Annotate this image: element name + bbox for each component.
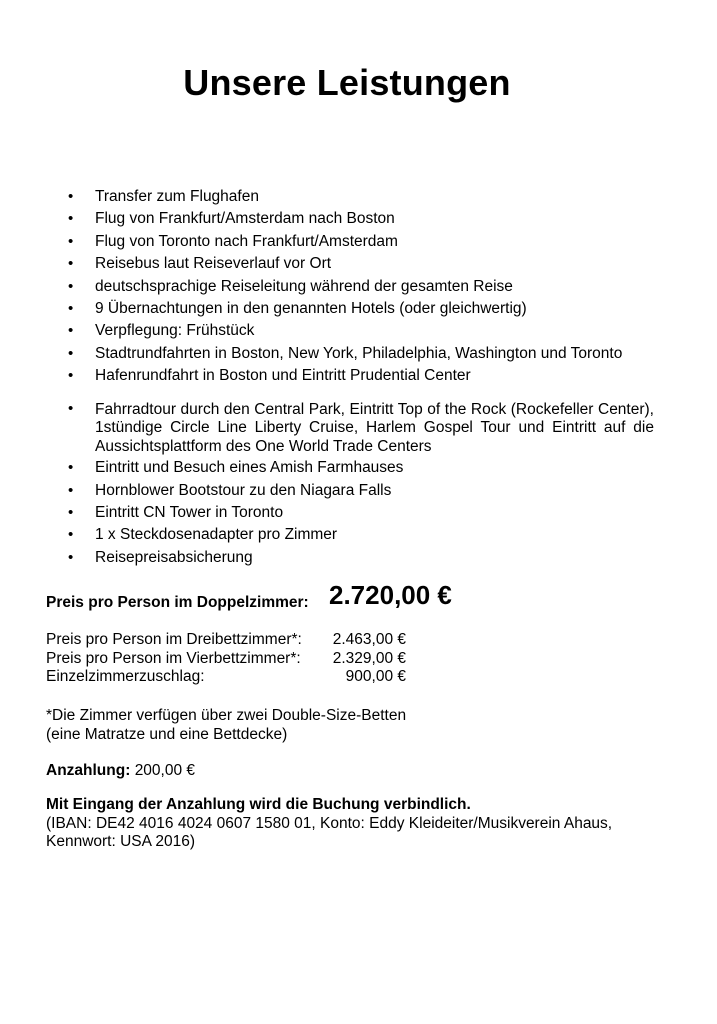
- note-line: *Die Zimmer verfügen über zwei Double-Size-Betten: [46, 707, 407, 724]
- list-item: • Stadtrundfahrten in Boston, New York, Philadelphia, Washington und Toronto: [62, 343, 654, 365]
- list-item: • Hornblower Bootstour zu den Niagara Falls: [62, 480, 654, 502]
- list-item: • Eintritt und Besuch eines Amish Farmhauses: [62, 457, 654, 479]
- rate-value: 900,00 €: [345, 668, 406, 685]
- page-title: Unsere Leistungen: [183, 62, 511, 103]
- main-price-label: Preis pro Person im Doppelzimmer:: [46, 594, 309, 611]
- list-item: • 9 Übernachtungen in den genannten Hotels (oder gleichwertig): [62, 298, 654, 320]
- bank-line: Kennwort: USA 2016): [46, 833, 196, 851]
- list-item: • 1 x Steckdosenadapter pro Zimmer: [62, 524, 654, 546]
- deposit: [46, 762, 195, 780]
- booking-info: [46, 796, 646, 852]
- list-item: • Transfer zum Flughafen: [62, 186, 654, 208]
- rate-row: [46, 631, 406, 650]
- rates-table: [46, 631, 406, 687]
- list-item: • Flug von Frankfurt/Amsterdam nach Boston: [62, 208, 654, 230]
- list-item: • Flug von Toronto nach Frankfurt/Amsterdam: [62, 231, 654, 253]
- bank-line: (IBAN: DE42 4016 4024 0607 1580 01, Konto: Eddy Kleideiter/Musikverein Ahaus,: [46, 814, 613, 832]
- deposit-label: Anzahlung:: [46, 762, 131, 779]
- room-note: [46, 706, 406, 744]
- rate-row: [46, 668, 406, 687]
- booking-heading: Mit Eingang der Anzahlung wird die Buchung verbindlich.: [46, 796, 471, 813]
- list-item: • Eintritt CN Tower in Toronto: [62, 502, 654, 524]
- rate-label: Preis pro Person im Dreibettzimmer*:: [46, 631, 302, 648]
- rate-row: [46, 650, 406, 669]
- rate-value: 2.463,00 €: [332, 631, 406, 648]
- note-line: (eine Matratze und eine Bettdecke): [46, 726, 288, 743]
- list-item: • Verpflegung: Frühstück: [62, 320, 654, 342]
- services-list: [62, 186, 654, 569]
- list-item: • Fahrradtour durch den Central Park, Eintritt Top of the Rock (Rockefeller Center), 1stündige Circle Line Liberty Cruise, Harlem Gospel Tour und Eintritt auf die Aussichtsplattform des One World Trade Centers: [62, 400, 654, 458]
- rate-label: Einzelzimmerzuschlag:: [46, 668, 205, 685]
- list-item: • Reisepreisabsicherung: [62, 547, 654, 569]
- main-price-value: 2.720,00 €: [329, 580, 452, 610]
- rate-value: 2.329,00 €: [332, 649, 406, 667]
- deposit-value: 200,00 €: [134, 762, 196, 779]
- rate-label: Preis pro Person im Vierbettzimmer*:: [46, 649, 301, 667]
- list-item: • deutschsprachige Reiseleitung während der gesamten Reise: [62, 276, 654, 298]
- list-item: • Hafenrundfahrt in Boston und Eintritt Prudential Center: [62, 365, 654, 387]
- list-item: • Reisebus laut Reiseverlauf vor Ort: [62, 253, 654, 275]
